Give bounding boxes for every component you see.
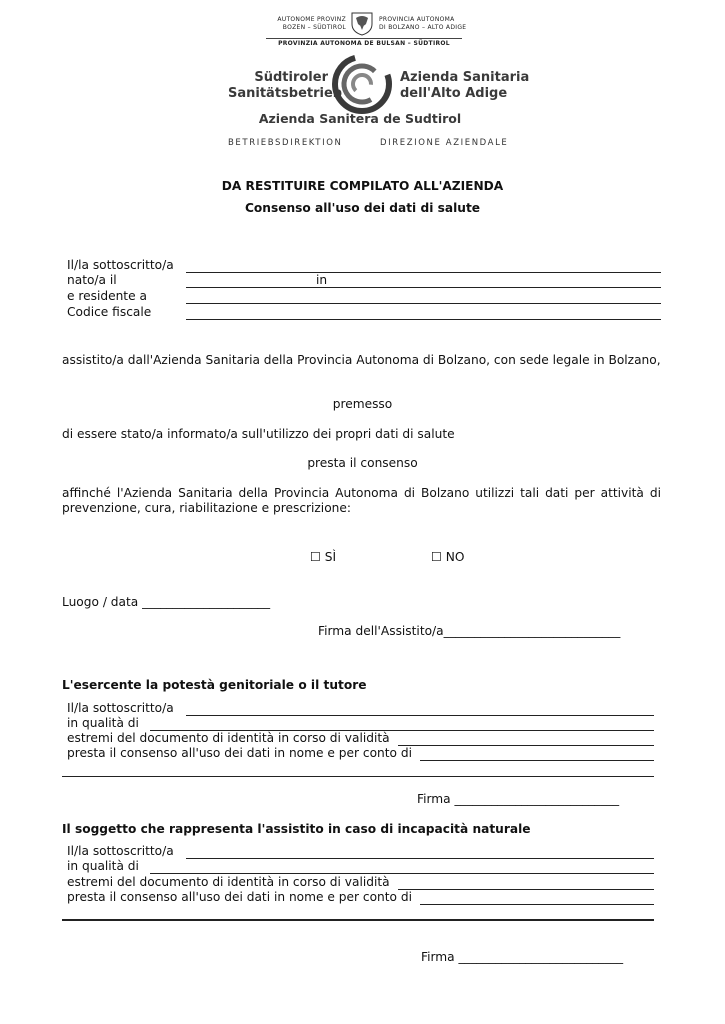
guardian-id-label: estremi del documento di identità in corso di validità (67, 731, 390, 745)
incapacity-id-field[interactable] (398, 889, 654, 890)
province-coat-of-arms-icon (351, 12, 373, 36)
province-it-line-1: PROVINCIA AUTONOMA (379, 16, 455, 23)
consent-label: presta il consenso (307, 456, 418, 470)
guardian-signature-field[interactable]: Firma ___________________________ (417, 792, 620, 806)
guardian-capacity-label: in qualità di (67, 716, 139, 730)
brand-de-line-1: Südtiroler (254, 70, 328, 85)
brand-name-lad: Azienda Sanitera de Sudtirol (258, 111, 462, 126)
province-name-de (272, 16, 346, 32)
consent-yes-checkbox[interactable]: ☐ SÌ (310, 550, 337, 564)
signer-label: Il/la sottoscritto/a (67, 258, 174, 272)
guardian-signer-label: Il/la sottoscritto/a (67, 701, 174, 715)
born-label: nato/a il (67, 273, 117, 287)
brand-it-line-2: dell'Alto Adige (400, 86, 508, 101)
health-authority-logo-icon (332, 54, 392, 114)
province-name-it (379, 16, 489, 32)
form-title: DA RESTITUIRE COMPILATO ALL'AZIENDA (221, 179, 504, 193)
purpose-paragraph: affinché l'Azienda Sanitaria della Provincia Autonoma di Bolzano utilizzi tali dati per attività di prevenzione, cura, riabilitazione e prescrizione: (62, 486, 661, 515)
header-divider (266, 38, 462, 39)
guardian-behalf-label: presta il consenso all'uso dei dati in nome e per conto di (67, 746, 412, 760)
informed-paragraph: di essere stato/a informato/a sull'utilizzo dei propri dati di salute (62, 427, 455, 441)
guardian-signer-field[interactable] (186, 715, 654, 716)
brand-name-it (400, 70, 530, 102)
born-in-label: in (316, 273, 328, 287)
consent-no-checkbox[interactable]: ☐ NO (431, 550, 465, 564)
assisted-paragraph: assistito/a dall'Azienda Sanitaria della Provincia Autonoma di Bolzano, con sede legale in Bolzano, (62, 353, 661, 367)
incapacity-id-label: estremi del documento di identità in corso di validità (67, 875, 390, 889)
resident-label: e residente a (67, 289, 147, 303)
brand-name-de (228, 70, 343, 102)
guardian-behalf-field[interactable] (420, 760, 654, 761)
incapacity-behalf-field[interactable] (420, 904, 654, 905)
brand-it-line-1: Azienda Sanitaria (400, 70, 530, 85)
place-date-field[interactable]: Luogo / data _____________________ (62, 595, 271, 609)
form-subtitle: Consenso all'uso dei dati di salute (244, 201, 481, 215)
incapacity-capacity-label: in qualità di (67, 859, 139, 873)
guardian-behalf-field-continued[interactable] (62, 776, 654, 777)
guardian-id-field[interactable] (398, 745, 654, 746)
birth-field[interactable] (186, 287, 661, 288)
incapacity-signer-field[interactable] (186, 858, 654, 859)
tax-code-label: Codice fiscale (67, 305, 152, 319)
premise-label: premesso (332, 397, 393, 411)
province-name-lad: PROVINZIA AUTONOMA DE BULSAN – SÜDTIROL (278, 40, 450, 47)
incapacity-behalf-label: presta il consenso all'uso dei dati in nome e per conto di (67, 890, 412, 904)
tax-code-field[interactable] (186, 319, 661, 320)
department-de: BETRIEBSDIREKTION (228, 138, 343, 148)
signer-field[interactable] (186, 272, 661, 273)
incapacity-signature-field[interactable]: Firma ___________________________ (421, 950, 624, 964)
guardian-heading: L'esercente la potestà genitoriale o il tutore (62, 678, 367, 692)
department-it: DIREZIONE AZIENDALE (380, 138, 509, 148)
assisted-signature-field[interactable]: Firma dell'Assistito/a_____________________________ (318, 624, 621, 638)
brand-de-line-2: Sanitätsbetrieb (228, 86, 343, 101)
province-de-line-1: AUTONOME PROVINZ (277, 16, 346, 23)
residence-field[interactable] (186, 303, 661, 304)
province-it-line-2: DI BOLZANO – ALTO ADIGE (379, 24, 467, 31)
incapacity-heading: Il soggetto che rappresenta l'assistito in caso di incapacità naturale (62, 822, 531, 836)
incapacity-signer-label: Il/la sottoscritto/a (67, 844, 174, 858)
incapacity-capacity-field[interactable] (150, 873, 654, 874)
province-de-line-2: BOZEN – SÜDTIROL (282, 24, 346, 31)
incapacity-behalf-field-continued[interactable] (62, 919, 654, 921)
